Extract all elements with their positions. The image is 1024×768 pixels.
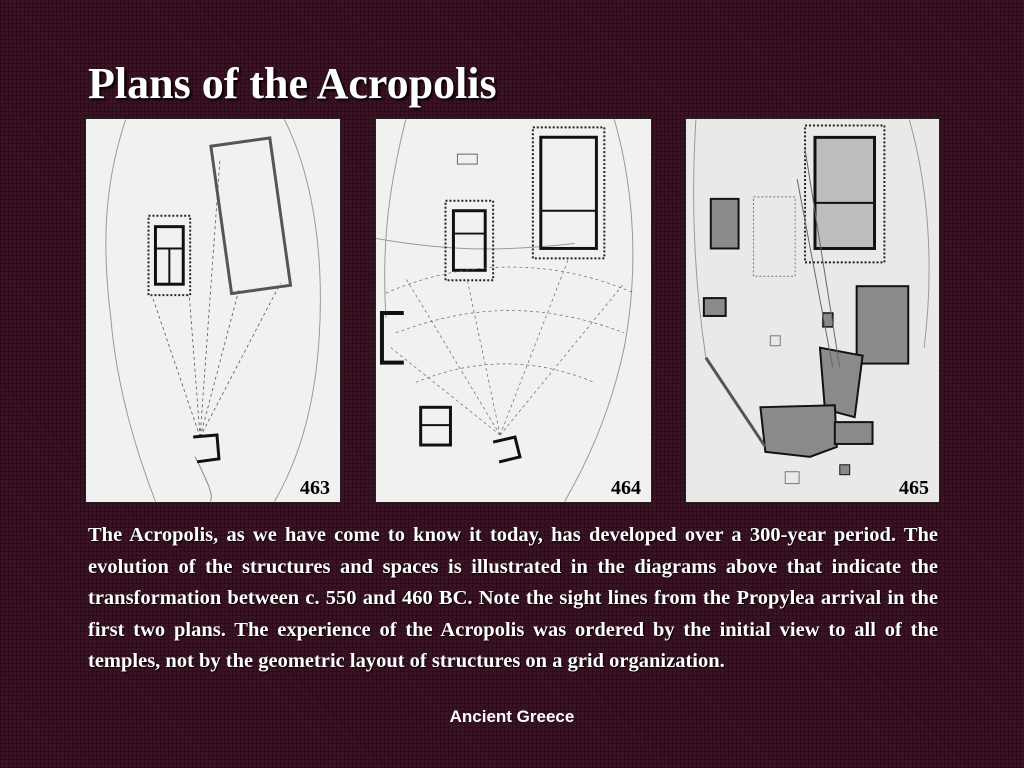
plan-image-465	[685, 118, 940, 503]
acropolis-plan-drawing-463	[86, 119, 340, 502]
plan-image-464	[375, 118, 652, 503]
plan-number: 464	[611, 477, 641, 499]
plan-number: 463	[300, 477, 330, 499]
plan-image-463	[85, 118, 341, 503]
slide-title: Plans of the Acropolis	[88, 59, 497, 108]
slide-body-text: The Acropolis, as we have come to know it today, has developed over a 300-year period. The evolution of the structures and spaces is illustrated in the diagrams above that indicate the transformation between c. 550 and 460 BC. Note the sight lines from the Propylea arrival in the first two plans. The experience of the Acropolis was ordered by the initial view to all of the temples, not by the geometric layout of structures on a grid organization.	[88, 524, 938, 672]
plan-number: 465	[899, 477, 929, 499]
acropolis-plan-drawing-464	[376, 119, 651, 502]
slide-footer: Ancient Greece	[449, 707, 575, 726]
acropolis-plan-drawing-465	[686, 119, 939, 502]
